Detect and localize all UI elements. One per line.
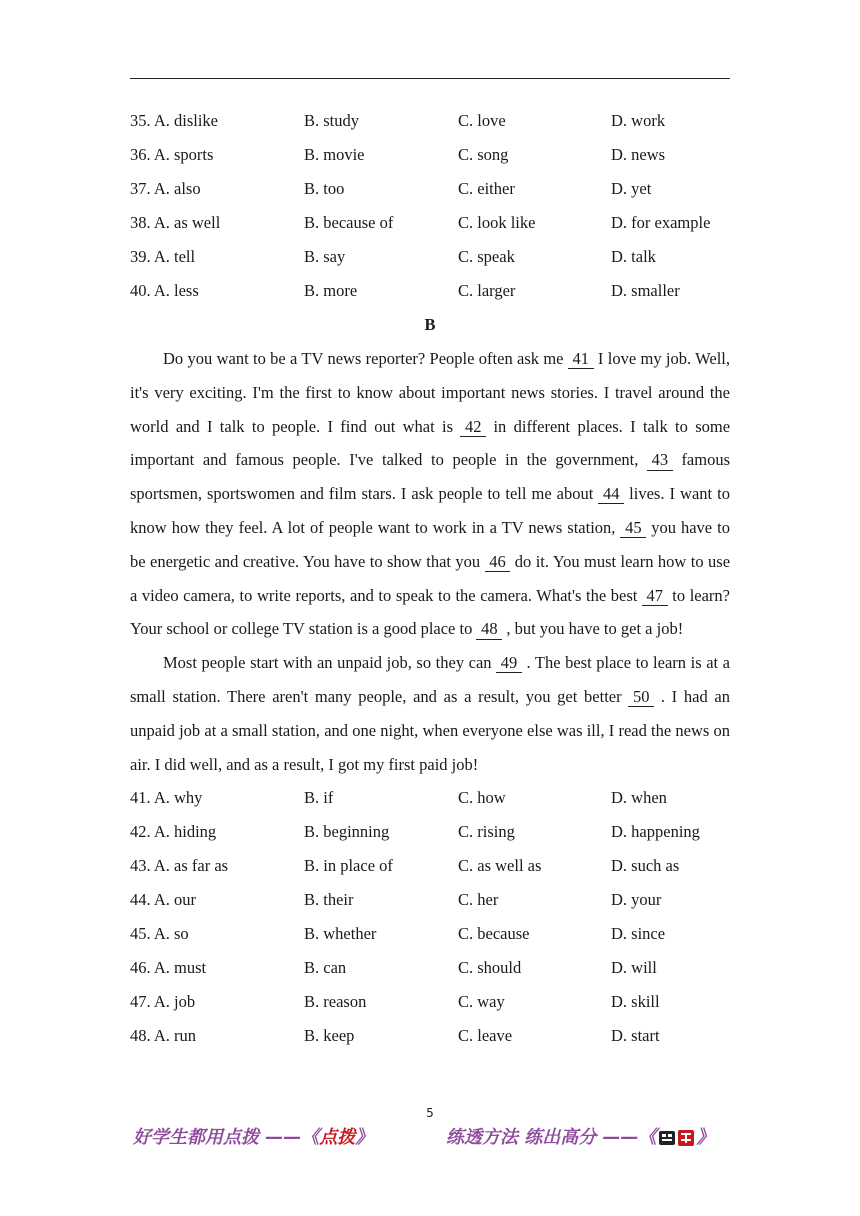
option-text: B. whether <box>304 924 377 944</box>
option-text: D. yet <box>611 179 652 198</box>
document-body <box>130 104 730 1053</box>
option-text: C. either <box>458 179 515 198</box>
option-b <box>304 883 458 917</box>
option-text: D. will <box>611 958 657 978</box>
option-text: D. work <box>611 111 666 130</box>
option-text: D. news <box>611 145 666 164</box>
option-text: A. less <box>153 281 199 300</box>
option-text: D. smaller <box>611 281 680 300</box>
option-c <box>458 917 611 951</box>
option-text: B. can <box>304 958 347 978</box>
question-number: 38. <box>130 213 151 232</box>
option-text: D. talk <box>611 247 656 266</box>
option-text: C. love <box>458 111 506 130</box>
question-row <box>130 951 730 985</box>
option-a <box>130 104 304 138</box>
option-b <box>304 849 458 883</box>
option-b <box>304 781 458 815</box>
option-text: D. for example <box>611 213 711 232</box>
option-d <box>611 883 661 917</box>
option-c <box>458 985 611 1019</box>
option-text: A. as well <box>153 213 221 232</box>
option-b <box>304 1019 458 1053</box>
option-text: C. rising <box>458 822 515 842</box>
question-number: 36. <box>130 145 151 164</box>
option-text: C. leave <box>458 1026 513 1046</box>
option-text: B. movie <box>304 145 365 164</box>
option-c <box>458 206 611 240</box>
option-c <box>458 104 611 138</box>
question-row <box>130 985 730 1019</box>
option-text: A. run <box>153 1026 197 1046</box>
blank-48: 48 <box>476 620 502 639</box>
question-number: 44. <box>130 890 151 910</box>
question-row <box>130 917 730 951</box>
question-number: 47. <box>130 992 151 1012</box>
option-d <box>611 815 700 849</box>
question-number: 42. <box>130 822 151 842</box>
option-c <box>458 781 611 815</box>
option-a <box>130 274 304 308</box>
option-b <box>304 240 458 274</box>
option-text: B. study <box>304 111 360 130</box>
option-b <box>304 815 458 849</box>
option-b <box>304 104 458 138</box>
dianji-logo-icon <box>657 1126 697 1150</box>
blank-47: 47 <box>642 587 668 606</box>
option-text: C. because <box>458 924 530 944</box>
footer-banner <box>0 1121 860 1151</box>
question-number: 35. <box>130 111 151 130</box>
option-text: A. must <box>153 958 207 978</box>
question-row <box>130 138 730 172</box>
option-text: B. in place of <box>304 856 393 876</box>
option-c <box>458 1019 611 1053</box>
blank-41: 41 <box>568 350 594 369</box>
option-b <box>304 206 458 240</box>
option-d <box>611 104 665 138</box>
option-b <box>304 917 458 951</box>
question-row <box>130 815 730 849</box>
footer-right-slogan: 练透方法 练出高分 ——《 》 <box>446 1127 715 1148</box>
option-text: C. way <box>458 992 505 1012</box>
option-text: B. because of <box>304 213 394 232</box>
option-b <box>304 985 458 1019</box>
question-number: 39. <box>130 247 151 266</box>
question-row <box>130 274 730 308</box>
option-text: C. how <box>458 788 506 808</box>
option-a <box>130 1019 304 1053</box>
page-number: 5 <box>426 1106 434 1120</box>
question-row <box>130 883 730 917</box>
footer-left-slogan: 好学生都用点拨 ——《点拨》 <box>133 1127 374 1148</box>
question-row <box>130 240 730 274</box>
question-number: 45. <box>130 924 151 944</box>
option-text: C. as well as <box>458 856 542 876</box>
option-d <box>611 274 680 308</box>
option-a <box>130 781 304 815</box>
option-c <box>458 883 611 917</box>
question-row <box>130 849 730 883</box>
option-text: C. speak <box>458 247 515 266</box>
option-a <box>130 138 304 172</box>
option-a <box>130 815 304 849</box>
section-title: B <box>424 315 436 334</box>
option-text: B. keep <box>304 1026 355 1046</box>
option-a <box>130 951 304 985</box>
option-d <box>611 206 710 240</box>
options-group-41-48 <box>130 781 730 1053</box>
options-group-35-40 <box>130 104 730 308</box>
blank-44: 44 <box>598 485 624 504</box>
question-number: 40. <box>130 281 151 300</box>
option-text: D. when <box>611 788 667 808</box>
option-text: A. so <box>153 924 189 944</box>
option-d <box>611 172 651 206</box>
option-text: C. larger <box>458 281 516 300</box>
option-text: A. as far as <box>153 856 229 876</box>
option-a <box>130 240 304 274</box>
option-a <box>130 206 304 240</box>
option-text: B. beginning <box>304 822 390 842</box>
option-text: C. her <box>458 890 499 910</box>
option-a <box>130 985 304 1019</box>
option-a <box>130 172 304 206</box>
blank-43: 43 <box>647 451 673 470</box>
option-a <box>130 883 304 917</box>
option-text: A. sports <box>153 145 214 164</box>
question-row <box>130 1019 730 1053</box>
option-b <box>304 138 458 172</box>
option-c <box>458 951 611 985</box>
option-c <box>458 138 611 172</box>
option-a <box>130 849 304 883</box>
option-c <box>458 815 611 849</box>
option-text: A. job <box>153 992 196 1012</box>
option-c <box>458 274 611 308</box>
option-text: A. why <box>153 788 203 808</box>
header-rule <box>130 78 730 79</box>
option-text: B. reason <box>304 992 367 1012</box>
option-text: B. say <box>304 247 346 266</box>
option-text: D. your <box>611 890 662 910</box>
option-text: B. their <box>304 890 354 910</box>
question-row <box>130 206 730 240</box>
question-row <box>130 172 730 206</box>
option-b <box>304 172 458 206</box>
option-d <box>611 985 660 1019</box>
option-text: A. tell <box>153 247 196 266</box>
option-text: A. dislike <box>153 111 219 130</box>
blank-45: 45 <box>620 519 646 538</box>
question-number: 48. <box>130 1026 151 1046</box>
option-text: A. our <box>153 890 197 910</box>
passage-paragraph-1: Do you want to be a TV news reporter? People often ask me 41 I love my job. Well, it's very exciting. I'm the first to know about important news stories. I travel around the world and I talk to people. I find out what is 42 in different places. I talk to some important and famous people. I've talked to people in the government, 43 famous sportsmen, sportswomen and film stars. I ask people to tell me about 44 lives. I want to know how they feel. A lot of people want to work in a TV news station, 45 you have to be energetic and creative. You have to show that you 46 do it. You must learn how to use a video camera, to write reports, and to speak to the camera. What's the best 47 to learn? Your school or college TV station is a good place to 48 , but you have to get a job! <box>130 349 731 639</box>
option-text: D. happening <box>611 822 700 842</box>
option-a <box>130 917 304 951</box>
option-text: D. such as <box>611 856 680 876</box>
option-d <box>611 917 665 951</box>
blank-50: 50 <box>628 688 654 707</box>
option-text: A. also <box>153 179 201 198</box>
option-text: D. since <box>611 924 666 944</box>
passage-paragraph-2: Most people start with an unpaid job, so they can 49 . The best place to learn is at a small station. There aren't many people, and as a result, you get better 50 . I had an unpaid job at a small station, and one night, when everyone else was ill, I read the news on air. I did well, and as a result, I got my first paid job! <box>130 653 731 774</box>
option-d <box>611 781 667 815</box>
question-number: 43. <box>130 856 151 876</box>
option-text: C. should <box>458 958 522 978</box>
option-c <box>458 240 611 274</box>
option-d <box>611 138 665 172</box>
option-text: B. if <box>304 788 334 808</box>
question-number: 41. <box>130 788 151 808</box>
question-number: 37. <box>130 179 151 198</box>
option-text: B. more <box>304 281 358 300</box>
option-text: D. skill <box>611 992 660 1012</box>
blank-42: 42 <box>460 418 486 437</box>
option-text: B. too <box>304 179 345 198</box>
question-row <box>130 104 730 138</box>
option-d <box>611 1019 660 1053</box>
option-d <box>611 849 679 883</box>
option-b <box>304 274 458 308</box>
option-d <box>611 240 656 274</box>
option-text: A. hiding <box>153 822 217 842</box>
option-text: C. song <box>458 145 509 164</box>
option-c <box>458 849 611 883</box>
option-c <box>458 172 611 206</box>
dianbo-brand: 点拨 <box>319 1127 356 1148</box>
blank-49: 49 <box>496 654 522 673</box>
question-number: 46. <box>130 958 151 978</box>
option-d <box>611 951 657 985</box>
option-text: D. start <box>611 1026 660 1046</box>
question-row <box>130 781 730 815</box>
blank-46: 46 <box>485 553 511 572</box>
option-text: C. look like <box>458 213 536 232</box>
option-b <box>304 951 458 985</box>
